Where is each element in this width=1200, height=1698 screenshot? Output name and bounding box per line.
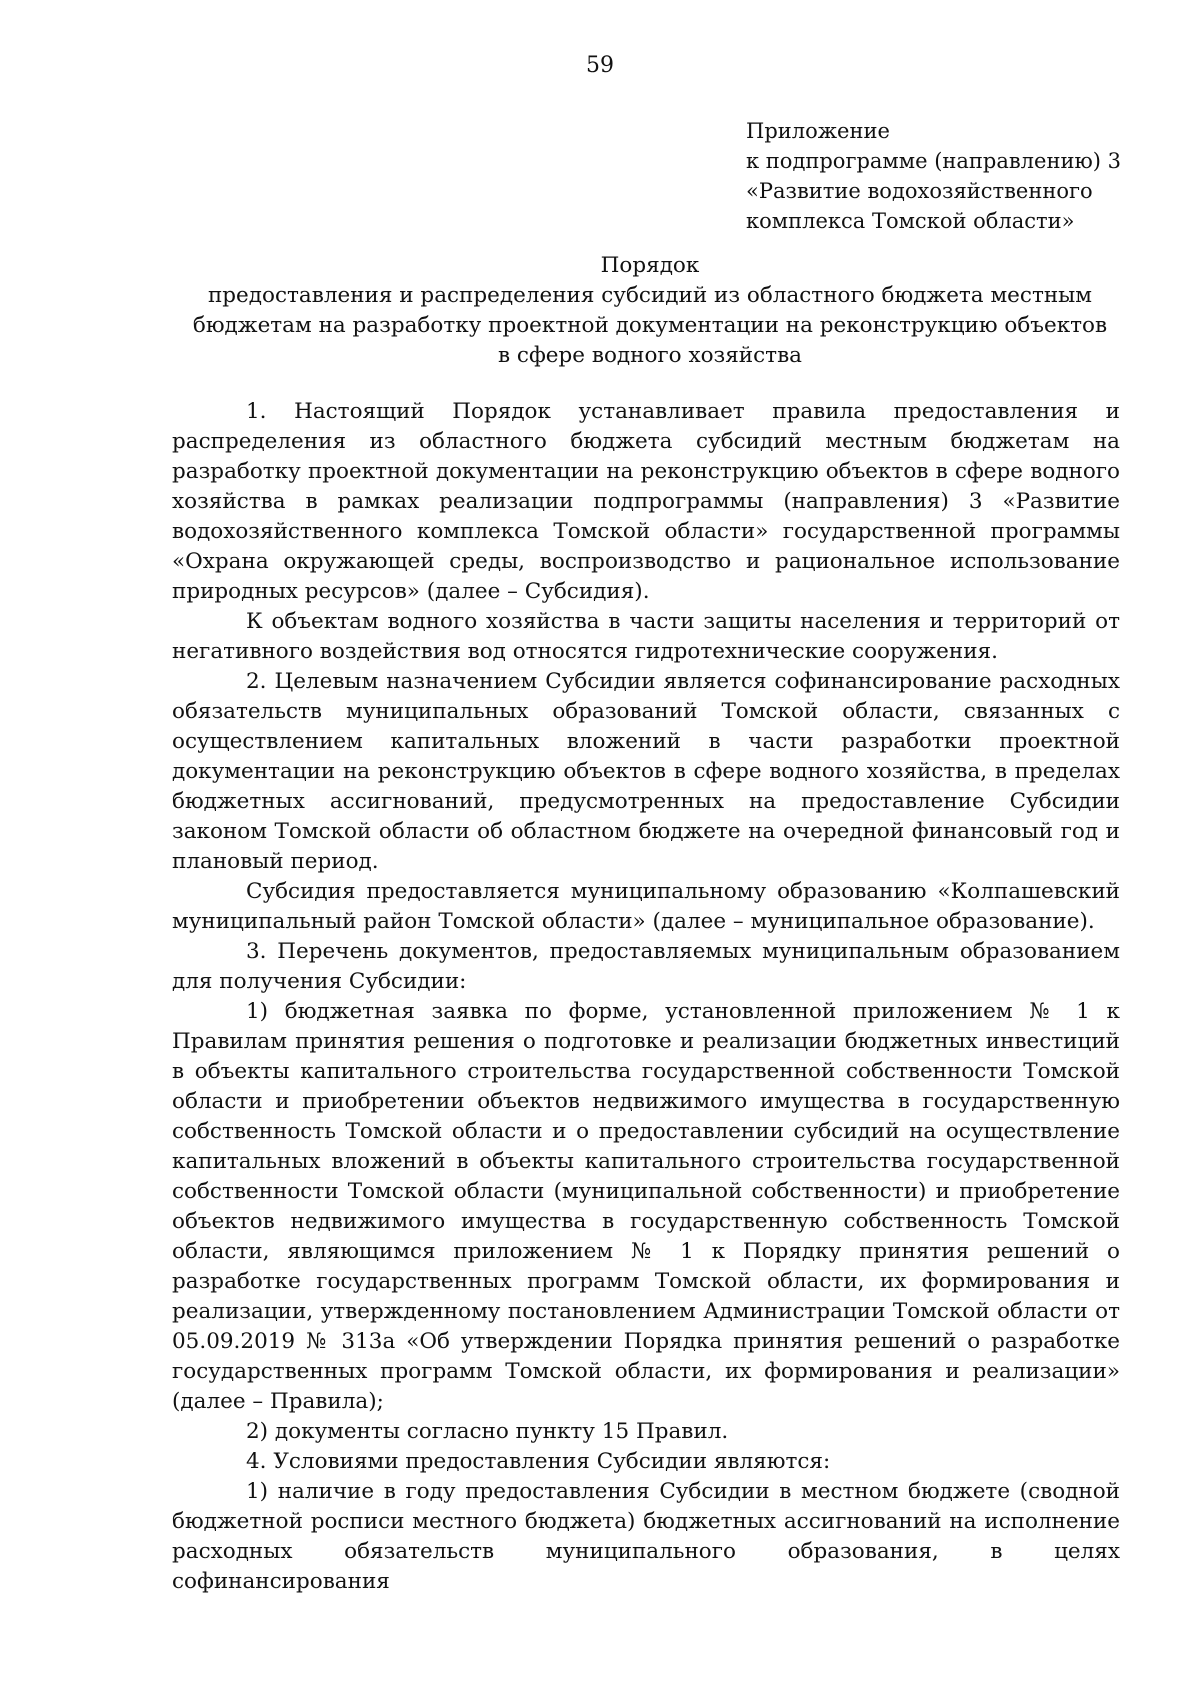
paragraph: 1) бюджетная заявка по форме, установленной приложением № 1 к Правилам принятия решения о подготовке и реализации бюджетных инвестиций в объекты капитального строительства государственной собственности Томской области и приобретении объектов недвижимого имущества в государственную собственность Томской области и о предоставлении субсидий на осуществление капитальных вложений в объекты капитального строительства государственной собственности Томской области (муниципальной собственности) и приобретение объектов недвижимого имущества в государственную собственность Томской области, являющимся приложением № 1 к Порядку принятия решений о разработке государственных программ Томской области, их формирования и реализации, утвержденному постановлением Администрации Томской области от 05.09.2019 № 313а «Об утверждении Порядка принятия решений о разработке государственных программ Томской области, их формирования и реализации» (далее – Правила); <box>172 999 1120 1414</box>
title-line: в сфере водного хозяйства <box>497 343 802 368</box>
paragraph: 2) документы согласно пункту 15 Правил. <box>246 1419 729 1444</box>
appendix-line: Приложение <box>746 119 890 143</box>
title-line: бюджетам на разработку проектной документации на реконструкцию объектов <box>192 313 1108 338</box>
appendix-line: «Развитие водохозяйственного <box>746 179 1093 203</box>
title-line: предоставления и распределения субсидий из областного бюджета местным <box>207 283 1093 308</box>
page-number: 59 <box>586 53 614 78</box>
title-line: Порядок <box>600 253 700 278</box>
paragraph: 2. Целевым назначением Субсидии является софинансирование расходных обязательств муниципальных образований Томской области, связанных с осуществлением капитальных вложений в части разработки проектной документации на реконструкцию объектов в сфере водного хозяйства, в пределах бюджетных ассигнований, предусмотренных на предоставление Субсидии законом Томской области об областном бюджете на очередной финансовый год и плановый период. <box>172 669 1120 874</box>
paragraph: 3. Перечень документов, предоставляемых муниципальным образованием для получения Субсидии: <box>172 939 1120 994</box>
appendix-line: комплекса Томской области» <box>746 209 1075 233</box>
paragraph: 1. Настоящий Порядок устанавливает правила предоставления и распределения из областного бюджета субсидий местным бюджетам на разработку проектной документации на реконструкцию объектов в сфере водного хозяйства в рамках реализации подпрограммы (направления) 3 «Развитие водохозяйственного комплекса Томской области» государственной программы «Охрана окружающей среды, воспроизводство и рациональное использование природных ресурсов» (далее – Субсидия). <box>172 399 1120 604</box>
appendix-header <box>746 116 1166 236</box>
paragraph: Субсидия предоставляется муниципальному образованию «Колпашевский муниципальный район Томской области» (далее – муниципальное образование). <box>172 879 1120 934</box>
paragraph: 1) наличие в году предоставления Субсидии в местном бюджете (сводной бюджетной росписи местного бюджета) бюджетных ассигнований на исполнение расходных обязательств муниципального образования, в целях софинансирования <box>172 1479 1120 1594</box>
document-body <box>172 397 1120 1597</box>
appendix-line: к подпрограмме (направлению) 3 <box>746 149 1121 173</box>
document-title <box>150 251 1150 371</box>
paragraph: 4. Условиями предоставления Субсидии являются: <box>246 1449 831 1474</box>
paragraph: К объектам водного хозяйства в части защиты населения и территорий от негативного воздействия вод относятся гидротехнические сооружения. <box>172 609 1120 664</box>
